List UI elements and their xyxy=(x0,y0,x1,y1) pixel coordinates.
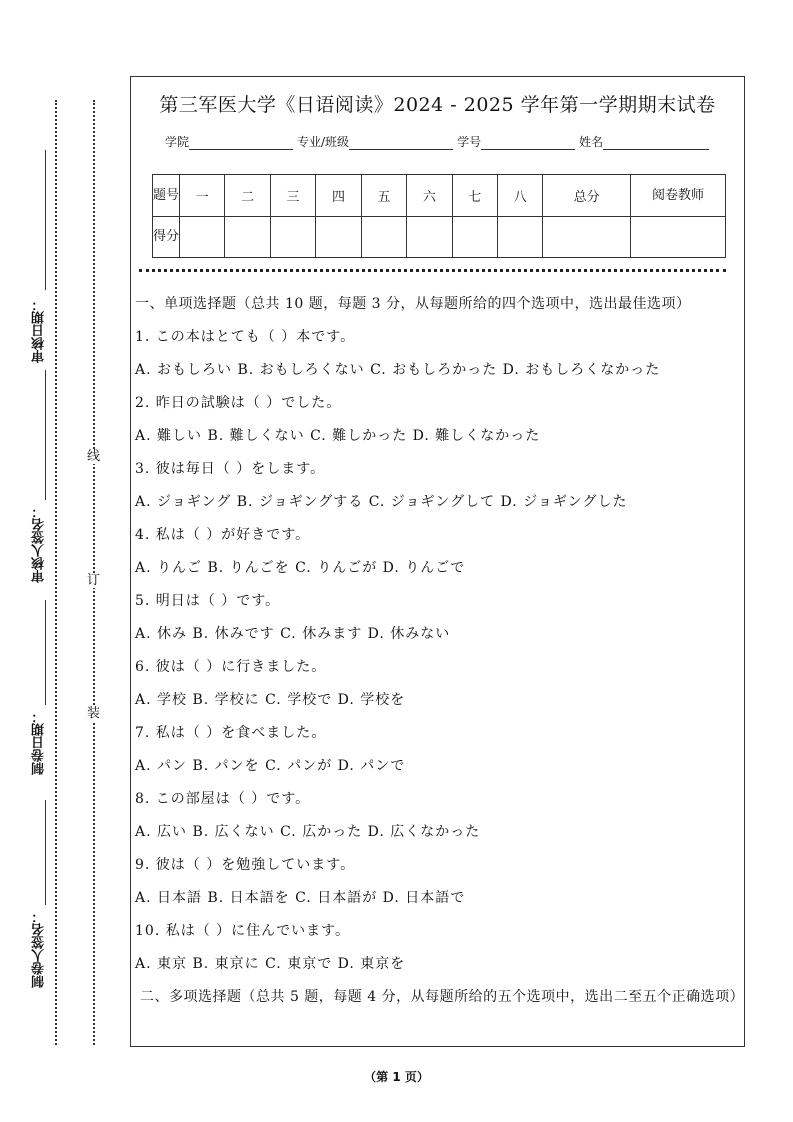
col-2: 二 xyxy=(225,175,270,217)
score-header: 得分 xyxy=(153,217,180,258)
question-4-options: A. りんご B. りんごを C. りんごが D. りんごで xyxy=(135,560,466,576)
student-info-row xyxy=(165,133,713,150)
question-1: 1. この本はとても（ ）本です。 xyxy=(135,329,356,345)
question-5: 5. 明日は（ ）です。 xyxy=(135,593,281,609)
question-10: 10. 私は（ ）に住んでいます。 xyxy=(135,923,351,939)
question-8: 8. この部屋は（ ）です。 xyxy=(135,791,311,807)
questions-content xyxy=(135,288,745,1008)
reviewer-signature-label: 审核人签名： xyxy=(32,505,47,583)
reviewer-signature-blank xyxy=(45,370,46,500)
total-score-cell[interactable] xyxy=(543,217,631,258)
question-7-options: A. パン B. パンを C. パンが D. パンで xyxy=(135,758,406,774)
score-cell[interactable] xyxy=(452,217,497,258)
question-4: 4. 私は（ ）が好きです。 xyxy=(135,527,311,543)
binding-char-bind: 订 xyxy=(87,573,101,588)
college-label: 学院 xyxy=(165,135,190,149)
question-9: 9. 彼は（ ）を勉強しています。 xyxy=(135,857,356,873)
score-table xyxy=(152,174,726,258)
review-date-blank xyxy=(45,150,46,290)
question-10-options: A. 東京 B. 東京に C. 東京で D. 東京を xyxy=(135,956,406,972)
name-label: 姓名 xyxy=(579,135,604,149)
outer-dotted-line xyxy=(55,100,57,1045)
section-1-heading: 一、单项选择题（总共 10 题，每题 3 分，从每题所给的四个选项中，选出最佳选项） xyxy=(135,296,691,312)
paper-date-label: 制卷日期： xyxy=(32,710,47,775)
col-8: 八 xyxy=(497,175,542,217)
question-3-options: A. ジョギング B. ジョギングする C. ジョギングして D. ジョギングした xyxy=(135,494,628,510)
col-1: 一 xyxy=(180,175,225,217)
question-1-options: A. おもしろい B. おもしろくない C. おもしろかった D. おもしろくなかった xyxy=(135,362,661,378)
score-cell[interactable] xyxy=(180,217,225,258)
score-cell[interactable] xyxy=(497,217,542,258)
question-7: 7. 私は（ ）を食べました。 xyxy=(135,725,327,741)
col-6: 六 xyxy=(407,175,452,217)
score-cell[interactable] xyxy=(225,217,270,258)
paper-maker-signature-label: 制卷人签名： xyxy=(32,910,47,988)
college-field[interactable] xyxy=(189,135,293,150)
page-number: （第 1 页） xyxy=(364,1070,429,1084)
major-class-label: 专业/班级 xyxy=(297,135,350,149)
major-class-field[interactable] xyxy=(349,135,453,150)
student-id-label: 学号 xyxy=(457,135,482,149)
question-6-options: A. 学校 B. 学校に C. 学校で D. 学校を xyxy=(135,692,406,708)
col-3: 三 xyxy=(270,175,315,217)
col-5: 五 xyxy=(361,175,406,217)
col-grader: 阅卷教师 xyxy=(631,175,726,217)
score-table-score-row xyxy=(153,217,726,258)
exam-frame xyxy=(130,76,745,1047)
question-5-options: A. 休み B. 休みです C. 休みます D. 休みない xyxy=(135,626,451,642)
binding-char-pack: 装 xyxy=(87,706,101,721)
dotted-separator xyxy=(139,269,726,272)
grader-cell[interactable] xyxy=(631,217,726,258)
review-date-label: 审核日期： xyxy=(32,298,47,363)
question-2-options: A. 難しい B. 難しくない C. 難しかった D. 難しくなかった xyxy=(135,428,541,444)
col-4: 四 xyxy=(316,175,361,217)
question-9-options: A. 日本語 B. 日本語を C. 日本語が D. 日本語で xyxy=(135,890,466,906)
paper-maker-signature-blank xyxy=(45,800,46,905)
col-total: 总分 xyxy=(543,175,631,217)
exam-title: 第三军医大学《日语阅读》2024 - 2025 学年第一学期期末试卷 xyxy=(159,94,716,116)
section-2-heading: 二、多项选择题（总共 5 题，每题 4 分，从每题所给的五个选项中，选出二至五个正确选项） xyxy=(140,989,745,1005)
question-2: 2. 昨日の試験は（ ）でした。 xyxy=(135,395,342,411)
question-3: 3. 彼は毎日（ ）をします。 xyxy=(135,461,326,477)
question-number-header: 题号 xyxy=(153,175,180,217)
question-6: 6. 彼は（ ）に行きました。 xyxy=(135,659,327,675)
student-id-field[interactable] xyxy=(481,135,575,150)
binding-char-line: 线 xyxy=(87,449,101,464)
name-field[interactable] xyxy=(603,135,709,150)
score-table-header-row xyxy=(153,175,726,217)
paper-date-blank xyxy=(45,600,46,705)
score-cell[interactable] xyxy=(361,217,406,258)
score-cell[interactable] xyxy=(407,217,452,258)
score-cell[interactable] xyxy=(270,217,315,258)
question-8-options: A. 広い B. 広くない C. 広かった D. 広くなかった xyxy=(135,824,481,840)
col-7: 七 xyxy=(452,175,497,217)
score-cell[interactable] xyxy=(316,217,361,258)
